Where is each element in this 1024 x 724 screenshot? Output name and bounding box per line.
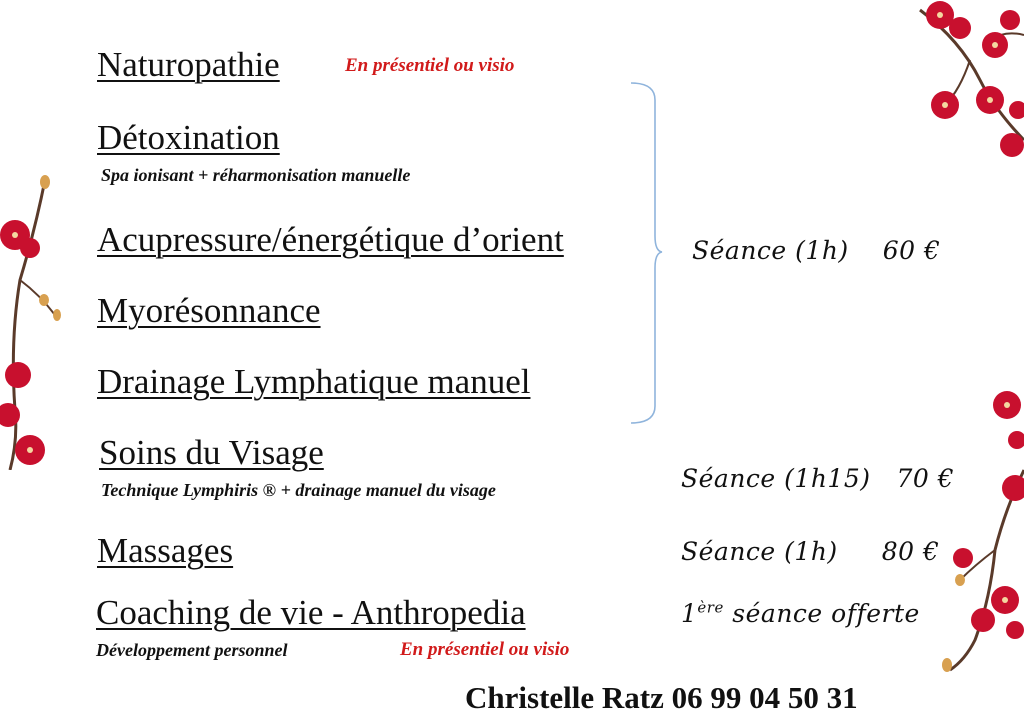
title-acupressure: Acupressure/énergétique d’orient [97, 220, 564, 259]
price-massages-session: Séance (1h) [681, 537, 838, 566]
price-visage-session: Séance (1h15) [681, 464, 871, 493]
cherry-blossom-left-icon [0, 170, 70, 470]
coaching-subtitle: Développement personnel [96, 640, 288, 660]
title-massages: Massages [97, 531, 234, 570]
cherry-blossom-bottom-right-icon [935, 380, 1024, 680]
title-detoxination: Détoxination [97, 118, 280, 157]
price-group-session: Séance (1h) [692, 236, 849, 265]
grouping-bracket [625, 80, 665, 428]
price-group-amount: 60 € [882, 236, 941, 265]
title-drainage: Drainage Lymphatique manuel [97, 362, 531, 401]
price-visage [681, 464, 954, 493]
price-visage-amount: 70 € [896, 464, 955, 493]
price-massages-amount: 80 € [881, 537, 940, 566]
coaching-offer-number: 1 [681, 599, 698, 628]
soins-visage-subtitle: Technique Lymphiris ® + drainage manuel du visage [101, 480, 496, 500]
naturopathie-mode-note: En présentiel ou visio [345, 55, 515, 76]
contact-footer: Christelle Ratz 06 99 04 50 31 [465, 680, 858, 715]
title-naturopathie: Naturopathie [97, 45, 280, 84]
cherry-blossom-top-right-icon [900, 0, 1024, 165]
price-massages [681, 537, 939, 566]
title-soins-visage: Soins du Visage [99, 433, 324, 472]
coaching-mode-note: En présentiel ou visio [400, 639, 570, 660]
title-coaching: Coaching de vie - Anthropedia [96, 593, 526, 632]
title-myoresonnance: Myorésonnance [97, 291, 321, 330]
price-group [692, 236, 940, 265]
detoxination-subtitle: Spa ionisant + réharmonisation manuelle [101, 165, 411, 185]
coaching-offer-superscript: ère [697, 598, 724, 617]
coaching-offer-text: séance offerte [723, 599, 920, 628]
price-coaching [681, 599, 920, 628]
